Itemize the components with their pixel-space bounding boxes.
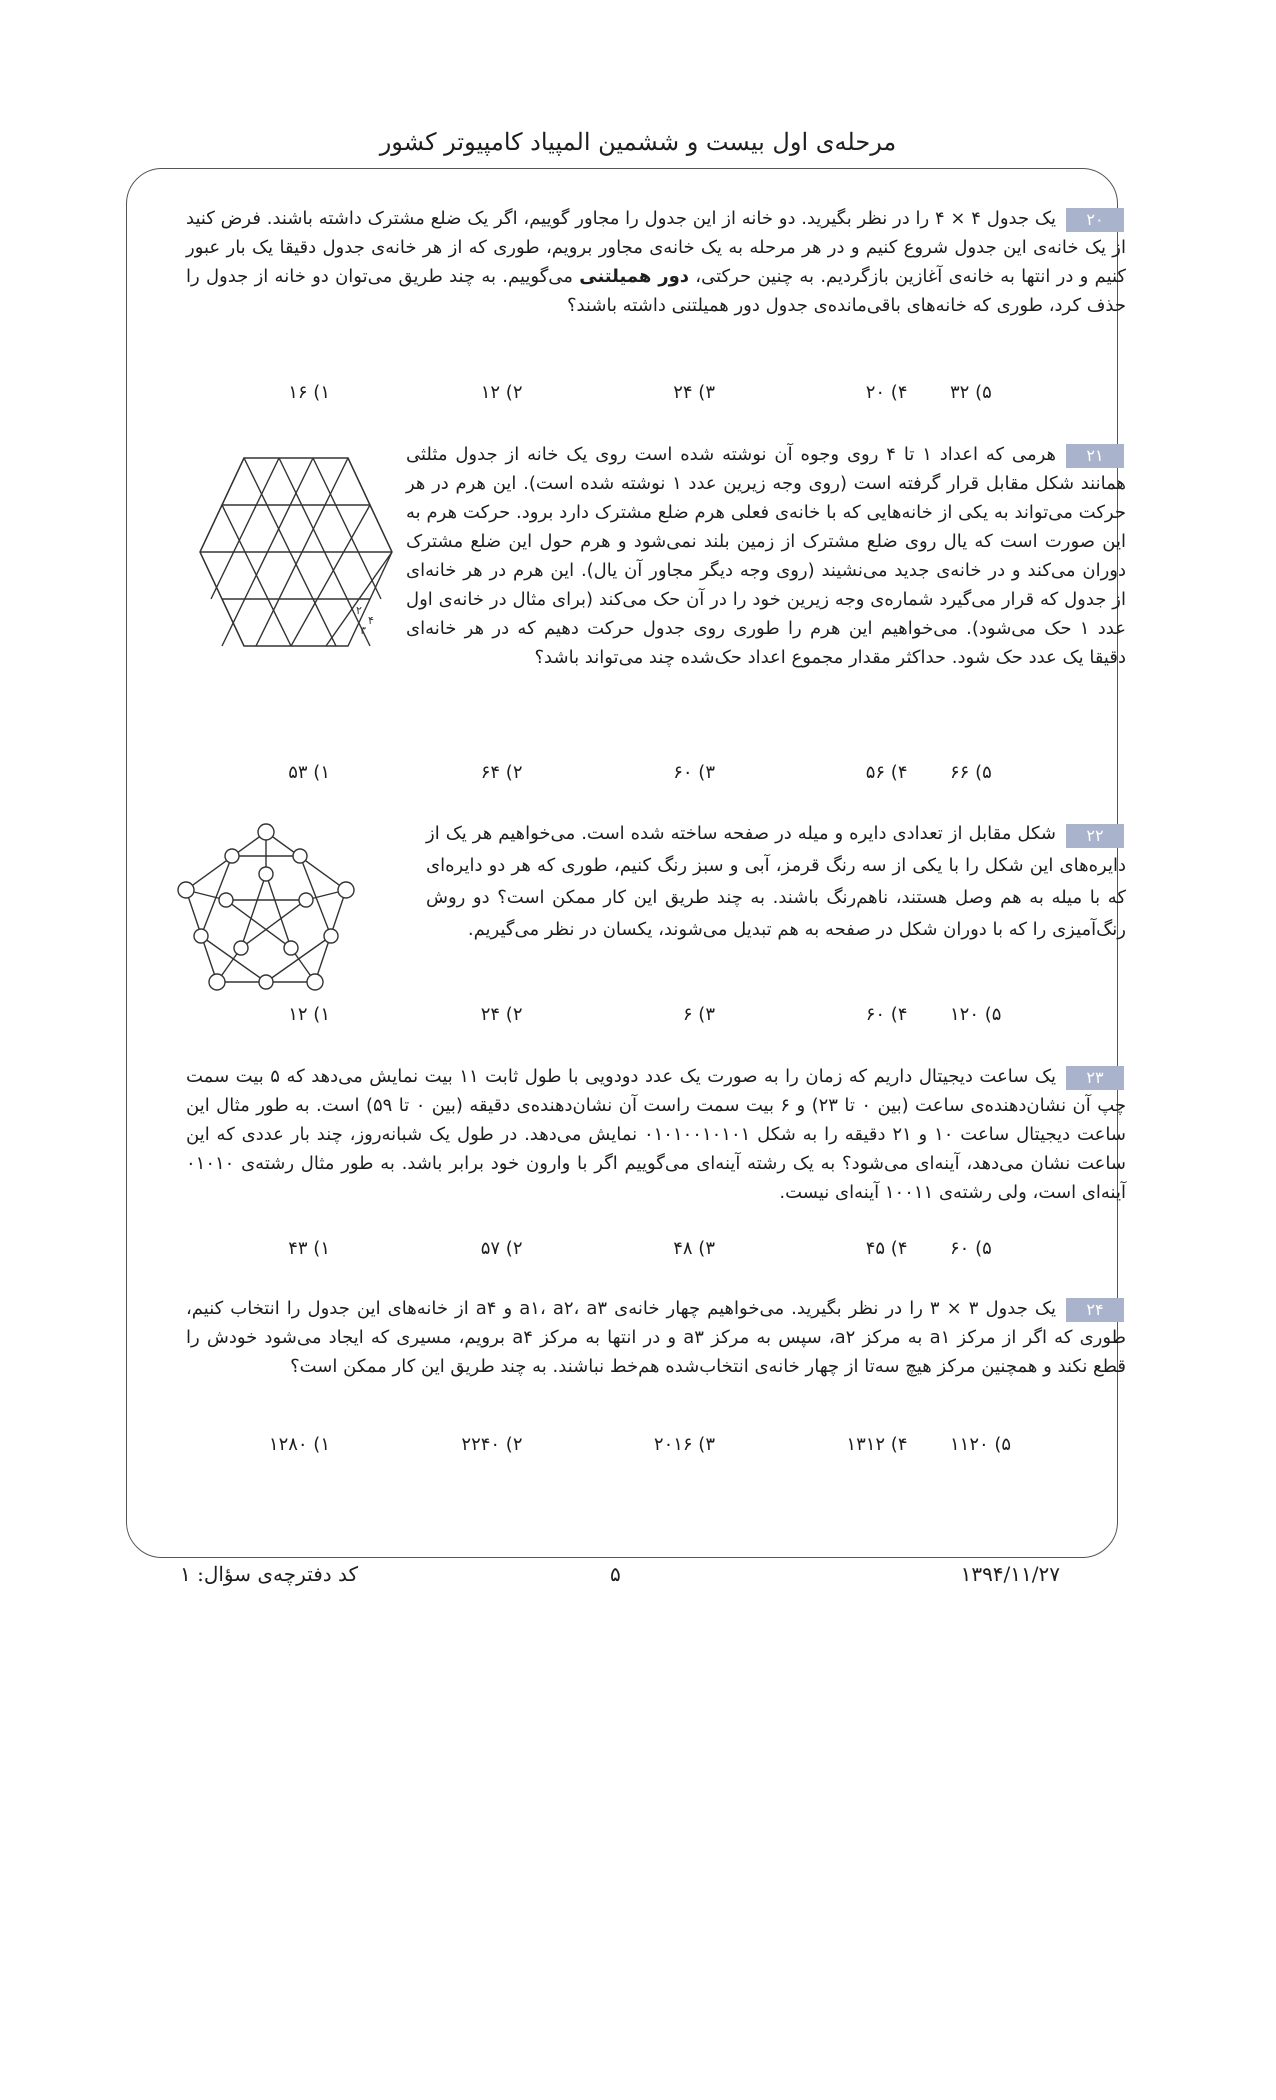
choice[interactable]: ۲) ۲۲۴۰ — [461, 1434, 523, 1455]
node — [338, 882, 354, 898]
choice[interactable]: ۵) ۶۰ — [950, 1238, 992, 1259]
node — [293, 849, 307, 863]
question-number: ۲۱ — [1066, 444, 1124, 468]
face-label: ۲ — [356, 604, 362, 617]
question-22 — [426, 818, 1126, 946]
choice[interactable]: ۱) ۱۲ — [288, 1004, 330, 1025]
choice[interactable]: ۲) ۵۷ — [480, 1238, 523, 1259]
choice[interactable]: ۱) ۱۲۸۰ — [268, 1434, 330, 1455]
question-number: ۲۰ — [1066, 208, 1124, 232]
question-text: یک جدول ۴ × ۴ را در نظر بگیرید. دو خانه از این جدول را مجاور گوییم، اگر یک ضلع مشترک داشته باشند. فرض کنید از یک خانه‌ی این جدول شروع کنیم و در هر مرحله به یک خانه‌ی مجاور برویم، طوری که از هر خانه‌ی جدول دقیقا یک بار عبور کنیم و در انتها به خانه‌ی آغازین بازگردیم. به چنین حرکتی، — [186, 208, 1127, 287]
choice[interactable]: ۳) ۴۸ — [673, 1238, 715, 1259]
node — [194, 929, 208, 943]
question-text: هرمی که اعداد ۱ تا ۴ روی وجوه آن نوشته شده است روی یک خانه از جدول مثلثی همانند شکل مقابل قرار گرفته است (روی وجه زیرین عدد ۱ نوشته شده است). این هرم در هر حرکت می‌تواند به یکی از خانه‌هایی که با خانه‌ی فعلی هرم ضلع مشترک دارد برود. حرکت هرم به این صورت است که یال روی ضلع مشترک از زمین بلند نمی‌شود و هرم حول این ضلع مشترک دوران می‌کند و در خانه‌ی جدید می‌نشیند (روی وجه دیگر مجاور آن یال). این هرم در هر خانه‌ای از جدول که قرار می‌گیرد شماره‌ی وجه زیرین خود را در آن حک می‌کند (برای مثال در خانه‌ی اول عدد ۱ حک می‌شود). می‌خواهیم این هرم را طوری روی جدول حرکت دهیم که در هر خانه‌ای دقیقا یک عدد حک شود. حداکثر مقدار مجموع اعداد حک‌شده چند می‌تواند باشد؟ — [406, 444, 1126, 668]
question-text: شکل مقابل از تعدادی دایره و میله در صفحه ساخته شده است. می‌خواهیم هر یک از دایره‌های این شکل را با یکی از سه رنگ قرمز، آبی و سبز رنگ کنیم، طوری که هر دو دایره‌ای که با میله به هم وصل هستند، ناهم‌رنگ باشند. به چند طریق این کار ممکن است؟ دو روش رنگ‌آمیزی را که با دوران شکل در صفحه به هم تبدیل می‌شوند، یکسان در نظر می‌گیریم. — [426, 823, 1126, 940]
question-number: ۲۴ — [1066, 1298, 1124, 1322]
question-23 — [186, 1062, 1126, 1207]
choices-24 — [180, 1434, 1100, 1455]
choice[interactable]: ۱) ۱۶ — [288, 382, 330, 403]
node — [209, 974, 225, 990]
choice[interactable]: ۱) ۵۳ — [288, 762, 330, 783]
node — [258, 824, 274, 840]
question-text: یک ساعت دیجیتال داریم که زمان را به صورت یک عدد دودویی با طول ثابت ۱۱ بیت نمایش می‌دهد که ۵ بیت سمت چپ آن نشان‌دهنده‌ی ساعت (بین ۰ تا ۲۳) و ۶ بیت سمت راست آن نشان‌دهنده‌ی دقیقه (بین ۰ تا ۵۹) است. به طور مثال این ساعت دیجیتال ساعت ۱۰ و ۲۱ دقیقه را به شکل ۰۱۰۱۰۰۱۰۱۰۱ نمایش می‌دهد. در طول یک شبانه‌روز، چند بار عددی که این ساعت نشان می‌دهد، آینه‌ای می‌شود؟ به یک رشته آینه‌ای می‌گوییم اگر با وارون خود برابر باشد. به طور مثال رشته‌ی ۰۱۰۱۰ آینه‌ای است، ولی رشته‌ی ۱۰۰۱۱ آینه‌ای نیست. — [186, 1066, 1127, 1203]
question-21 — [406, 440, 1126, 672]
choice[interactable]: ۵) ۱۱۲۰ — [950, 1434, 1012, 1455]
page-title: مرحله‌ی اول بیست و ششمین المپیاد کامپیوتر کشور — [379, 128, 897, 156]
page-footer — [180, 1562, 1060, 1592]
grid-line — [211, 458, 279, 599]
question-number: ۲۲ — [1066, 824, 1124, 848]
node — [259, 867, 273, 881]
choice[interactable]: ۵) ۳۲ — [950, 382, 992, 403]
choice[interactable]: ۴) ۲۰ — [865, 382, 908, 403]
question-20 — [186, 204, 1126, 320]
choice[interactable]: ۳) ۶۰ — [673, 762, 715, 783]
chord — [201, 936, 266, 982]
choices-23 — [180, 1238, 1100, 1259]
node — [324, 929, 338, 943]
choice[interactable]: ۴) ۴۵ — [865, 1238, 908, 1259]
node — [307, 974, 323, 990]
node — [234, 941, 248, 955]
node — [299, 893, 313, 907]
choice[interactable]: ۴) ۶۰ — [865, 1004, 908, 1025]
choice[interactable]: ۳) ۶ — [682, 1004, 715, 1025]
face-label: ۳ — [360, 624, 366, 637]
triangular-grid-figure — [196, 452, 396, 652]
choice[interactable]: ۴) ۵۶ — [865, 762, 908, 783]
node — [178, 882, 194, 898]
choice[interactable]: ۳) ۲۴ — [673, 382, 715, 403]
choice[interactable]: ۵) ۱۲۰ — [950, 1004, 1002, 1025]
exam-date: ۱۳۹۴/۱۱/۲۷ — [960, 1562, 1060, 1586]
question-text: یک جدول ۳ × ۳ را در نظر بگیرید. می‌خواهیم چهار خانه‌ی a۱، a۲، a۳ و a۴ از خانه‌های این جدول را انتخاب کنیم، طوری که اگر از مرکز a۱ به مرکز a۲، سپس به مرکز a۳ و در انتها به مرکز a۴ برویم، مسیری که ایجاد می‌شود خودش را قطع نکند و همچنین مرکز هیچ سه‌تا از چهار خانه‌ی انتخاب‌شده هم‌خط نباشند. به چند طریق این کار ممکن است؟ — [186, 1298, 1126, 1377]
choice[interactable]: ۱) ۴۳ — [288, 1238, 330, 1259]
choices-20 — [180, 382, 1100, 403]
node — [284, 941, 298, 955]
choice[interactable]: ۵) ۶۶ — [950, 762, 992, 783]
choice[interactable]: ۲) ۶۴ — [480, 762, 523, 783]
choice[interactable]: ۴) ۱۳۱۲ — [846, 1434, 908, 1455]
node — [225, 849, 239, 863]
bold-term: دور همیلتنی — [579, 266, 689, 287]
question-24 — [186, 1294, 1126, 1381]
face-label: ۴ — [368, 614, 374, 627]
inner-star — [226, 874, 306, 948]
choices-21 — [180, 762, 1100, 783]
choice[interactable]: ۲) ۲۴ — [480, 1004, 523, 1025]
choice[interactable]: ۳) ۲۰۱۶ — [653, 1434, 715, 1455]
grid-line — [313, 458, 381, 599]
question-number: ۲۳ — [1066, 1066, 1124, 1090]
page-number: ۵ — [610, 1562, 621, 1586]
node — [219, 893, 233, 907]
chord — [266, 936, 331, 982]
choices-22 — [180, 1004, 1100, 1025]
choice[interactable]: ۲) ۱۲ — [480, 382, 523, 403]
booklet-code: کد دفترچه‌ی سؤال: ۱ — [180, 1562, 359, 1586]
question-text-continued: می‌گوییم. به چند طریق می‌توان دو خانه از جدول را حذف کرد، طوری که خانه‌های باقی‌مانده‌ی جدول دور همیلتنی داشته باشند؟ — [186, 266, 1126, 316]
node — [259, 975, 273, 989]
graph-figure — [176, 822, 356, 992]
